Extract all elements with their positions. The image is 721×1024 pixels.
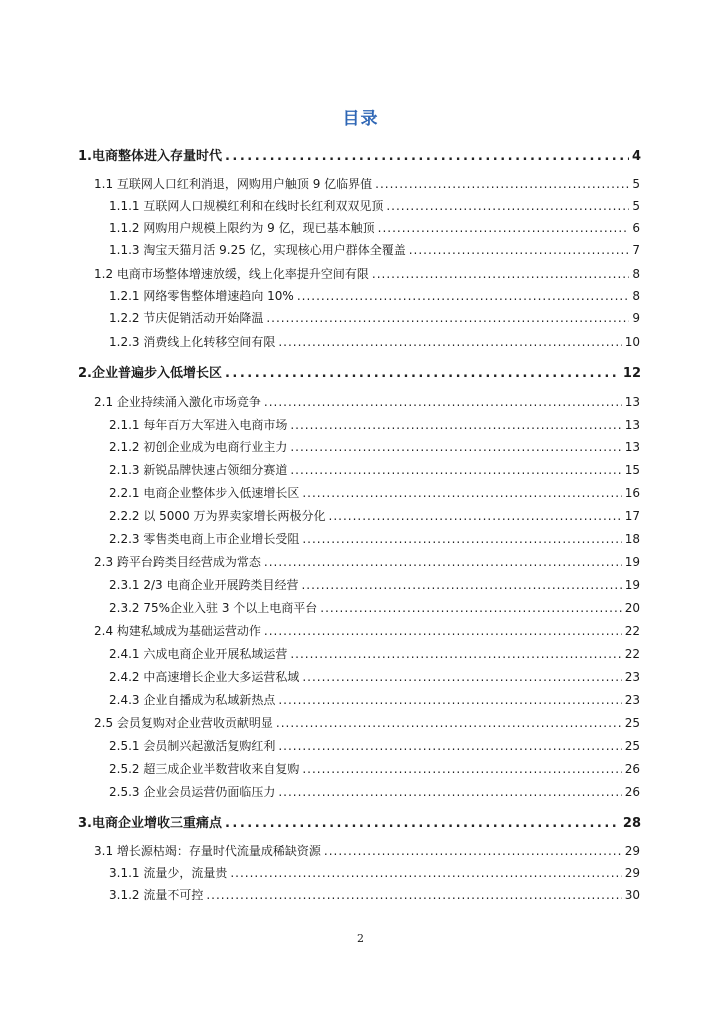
toc-entry-title: 3.1.1 流量少，流量贵 [109, 866, 228, 880]
toc-dot-leader [264, 555, 622, 569]
toc-dot-leader [290, 463, 621, 477]
toc-entry-title: 1.1.1 互联网人口规模红利和在线时长红利双双见顶 [109, 199, 384, 213]
toc-dot-leader [386, 199, 629, 213]
toc-dot-leader [264, 624, 622, 638]
toc-entry-page: 23 [624, 693, 640, 707]
toc-entry-page: 26 [624, 762, 640, 776]
toc-entry-title: 1.1 互联网人口红利消退，网购用户触顶 9 亿临界值 [94, 177, 373, 191]
toc-entry[interactable] [94, 265, 640, 282]
toc-entry[interactable] [109, 599, 640, 616]
toc-entry-page: 26 [624, 785, 640, 799]
toc-entry[interactable] [109, 461, 640, 478]
toc-entry[interactable] [78, 362, 641, 381]
toc-entry-page: 8 [632, 267, 640, 281]
toc-dot-leader [278, 785, 621, 799]
toc-entry[interactable] [109, 287, 640, 304]
toc-entry[interactable] [109, 737, 640, 754]
toc-entry-title: 2.5.1 会员制兴起激活复购红利 [109, 739, 276, 753]
toc-entry-title: 2.3.1 2/3 电商企业开展跨类目经营 [109, 578, 299, 592]
toc-entry-title: 2.3 跨平台跨类目经营成为常态 [94, 555, 261, 569]
toc-entry-page: 29 [624, 866, 640, 880]
toc-entry-title: 1.2.3 消费线上化转移空间有限 [109, 335, 276, 349]
toc-entry[interactable] [109, 241, 640, 258]
toc-dot-leader [264, 395, 622, 409]
toc-entry[interactable] [109, 886, 640, 903]
toc-entry[interactable] [109, 507, 640, 524]
toc-entry-page: 13 [624, 418, 640, 432]
toc-entry-page: 13 [624, 395, 640, 409]
page-title: 目录 [342, 109, 379, 129]
toc-entry-page: 16 [624, 486, 640, 500]
toc-entry[interactable] [109, 438, 640, 455]
toc-entry-page: 30 [624, 888, 640, 902]
toc-entry-page: 23 [624, 670, 640, 684]
toc-entry-page: 17 [624, 509, 640, 523]
toc-entry-page: 25 [624, 739, 640, 753]
toc-entry[interactable] [109, 197, 640, 214]
toc-dot-leader [378, 221, 630, 235]
toc-entry-title: 2.4.1 六成电商企业开展私域运营 [109, 647, 288, 661]
toc-entry[interactable] [109, 668, 640, 685]
toc-entry[interactable] [94, 714, 640, 731]
toc-entry[interactable] [109, 333, 640, 350]
toc-entry[interactable] [94, 842, 640, 859]
toc-dot-leader [225, 816, 620, 831]
toc-entry[interactable] [109, 530, 640, 547]
toc-entry-title: 2.2.1 电商企业整体步入低速增长区 [109, 486, 300, 500]
toc-entry-title: 2.企业普遍步入低增长区 [78, 366, 222, 381]
toc-entry-page: 5 [632, 177, 640, 191]
toc-entry-page: 12 [622, 366, 641, 381]
toc-dot-leader [225, 366, 620, 381]
toc-entry-page: 5 [632, 199, 640, 213]
toc-entry-page: 25 [624, 716, 640, 730]
toc-entry-page: 10 [624, 335, 640, 349]
toc-entry-page: 18 [624, 532, 640, 546]
toc-entry-title: 2.2.3 零售类电商上市企业增长受阻 [109, 532, 300, 546]
toc-entry-title: 2.3.2 75%企业入驻 3 个以上电商平台 [109, 601, 318, 615]
toc-dot-leader [206, 888, 621, 902]
toc-entry-title: 2.5 会员复购对企业营收贡献明显 [94, 716, 273, 730]
toc-entry-title: 2.5.3 企业会员运营仍面临压力 [109, 785, 276, 799]
toc-dot-leader [329, 509, 622, 523]
toc-entry-title: 2.1.3 新锐品牌快速占领细分赛道 [109, 463, 288, 477]
toc-entry-page: 8 [632, 289, 640, 303]
toc-dot-leader [290, 440, 621, 454]
toc-entry-title: 2.1 企业持续涌入激化市场竞争 [94, 395, 261, 409]
toc-entry-page: 29 [624, 844, 640, 858]
toc-entry-page: 20 [624, 601, 640, 615]
toc-dot-leader [276, 716, 622, 730]
toc-dot-leader [225, 149, 629, 164]
toc-entry[interactable] [109, 309, 640, 326]
toc-entry-page: 15 [624, 463, 640, 477]
toc-entry-page: 22 [624, 624, 640, 638]
toc-entry-title: 2.4 构建私域成为基础运营动作 [94, 624, 261, 638]
toc-dot-leader [290, 647, 621, 661]
toc-dot-leader [302, 486, 621, 500]
toc-entry-page: 13 [624, 440, 640, 454]
toc-entry[interactable] [94, 393, 640, 410]
toc-entry-title: 2.4.3 企业自播成为私域新热点 [109, 693, 276, 707]
toc-entry-title: 3.1.2 流量不可控 [109, 888, 204, 902]
toc-entry-page: 7 [632, 243, 640, 257]
toc-entry-title: 3.电商企业增收三重痛点 [78, 816, 222, 831]
toc-entry-title: 1.电商整体进入存量时代 [78, 149, 222, 164]
toc-dot-leader [372, 267, 629, 281]
toc-entry-title: 2.5.2 超三成企业半数营收来自复购 [109, 762, 300, 776]
toc-entry-page: 4 [631, 149, 641, 164]
toc-entry-title: 1.2.2 节庆促销活动开始降温 [109, 311, 264, 325]
toc-dot-leader [302, 670, 621, 684]
toc-entry-title: 3.1 增长源枯竭：存量时代流量成稀缺资源 [94, 844, 321, 858]
toc-entry[interactable] [109, 760, 640, 777]
toc-entry-title: 2.1.1 每年百万大军进入电商市场 [109, 418, 288, 432]
toc-entry[interactable] [109, 864, 640, 881]
toc-entry[interactable] [78, 145, 641, 164]
toc-entry-page: 9 [632, 311, 640, 325]
toc-entry-title: 1.2 电商市场整体增速放缓，线上化率提升空间有限 [94, 267, 369, 281]
toc-entry[interactable] [94, 622, 640, 639]
toc-dot-leader [290, 418, 621, 432]
toc-dot-leader [302, 532, 621, 546]
toc-dot-leader [375, 177, 629, 191]
toc-entry[interactable] [109, 416, 640, 433]
toc-dot-leader [278, 739, 621, 753]
toc-entry-title: 1.1.2 网购用户规模上限约为 9 亿，现已基本触顶 [109, 221, 375, 235]
toc-dot-leader [278, 335, 621, 349]
toc-dot-leader [266, 311, 629, 325]
toc-dot-leader [230, 866, 621, 880]
toc-entry-page: 19 [624, 578, 640, 592]
toc-entry-page: 28 [622, 816, 641, 831]
toc-entry[interactable] [109, 691, 640, 708]
toc-entry-title: 1.1.3 淘宝天猫月活 9.25 亿，实现核心用户群体全覆盖 [109, 243, 406, 257]
toc-entry[interactable] [109, 219, 640, 236]
toc-dot-leader [301, 578, 621, 592]
toc-entry-title: 2.2.2 以 5000 万为界卖家增长两极分化 [109, 509, 326, 523]
toc-entry[interactable] [109, 645, 640, 662]
toc-entry[interactable] [94, 175, 640, 192]
toc-entry[interactable] [94, 553, 640, 570]
toc-entry-page: 22 [624, 647, 640, 661]
toc-entry[interactable] [78, 812, 641, 831]
toc-dot-leader [320, 601, 621, 615]
toc-dot-leader [302, 762, 621, 776]
toc-entry[interactable] [109, 576, 640, 593]
toc-entry-page: 19 [624, 555, 640, 569]
page-number: 2 [357, 932, 364, 945]
toc-dot-leader [324, 844, 622, 858]
toc-entry-page: 6 [632, 221, 640, 235]
toc-dot-leader [278, 693, 621, 707]
toc-entry-title: 2.1.2 初创企业成为电商行业主力 [109, 440, 288, 454]
toc-entry-title: 2.4.2 中高速增长企业大多运营私域 [109, 670, 300, 684]
toc-entry-title: 1.2.1 网络零售整体增速趋向 10% [109, 289, 294, 303]
toc-entry[interactable] [109, 484, 640, 501]
toc-dot-leader [409, 243, 630, 257]
toc-entry[interactable] [109, 783, 640, 800]
toc-dot-leader [297, 289, 630, 303]
